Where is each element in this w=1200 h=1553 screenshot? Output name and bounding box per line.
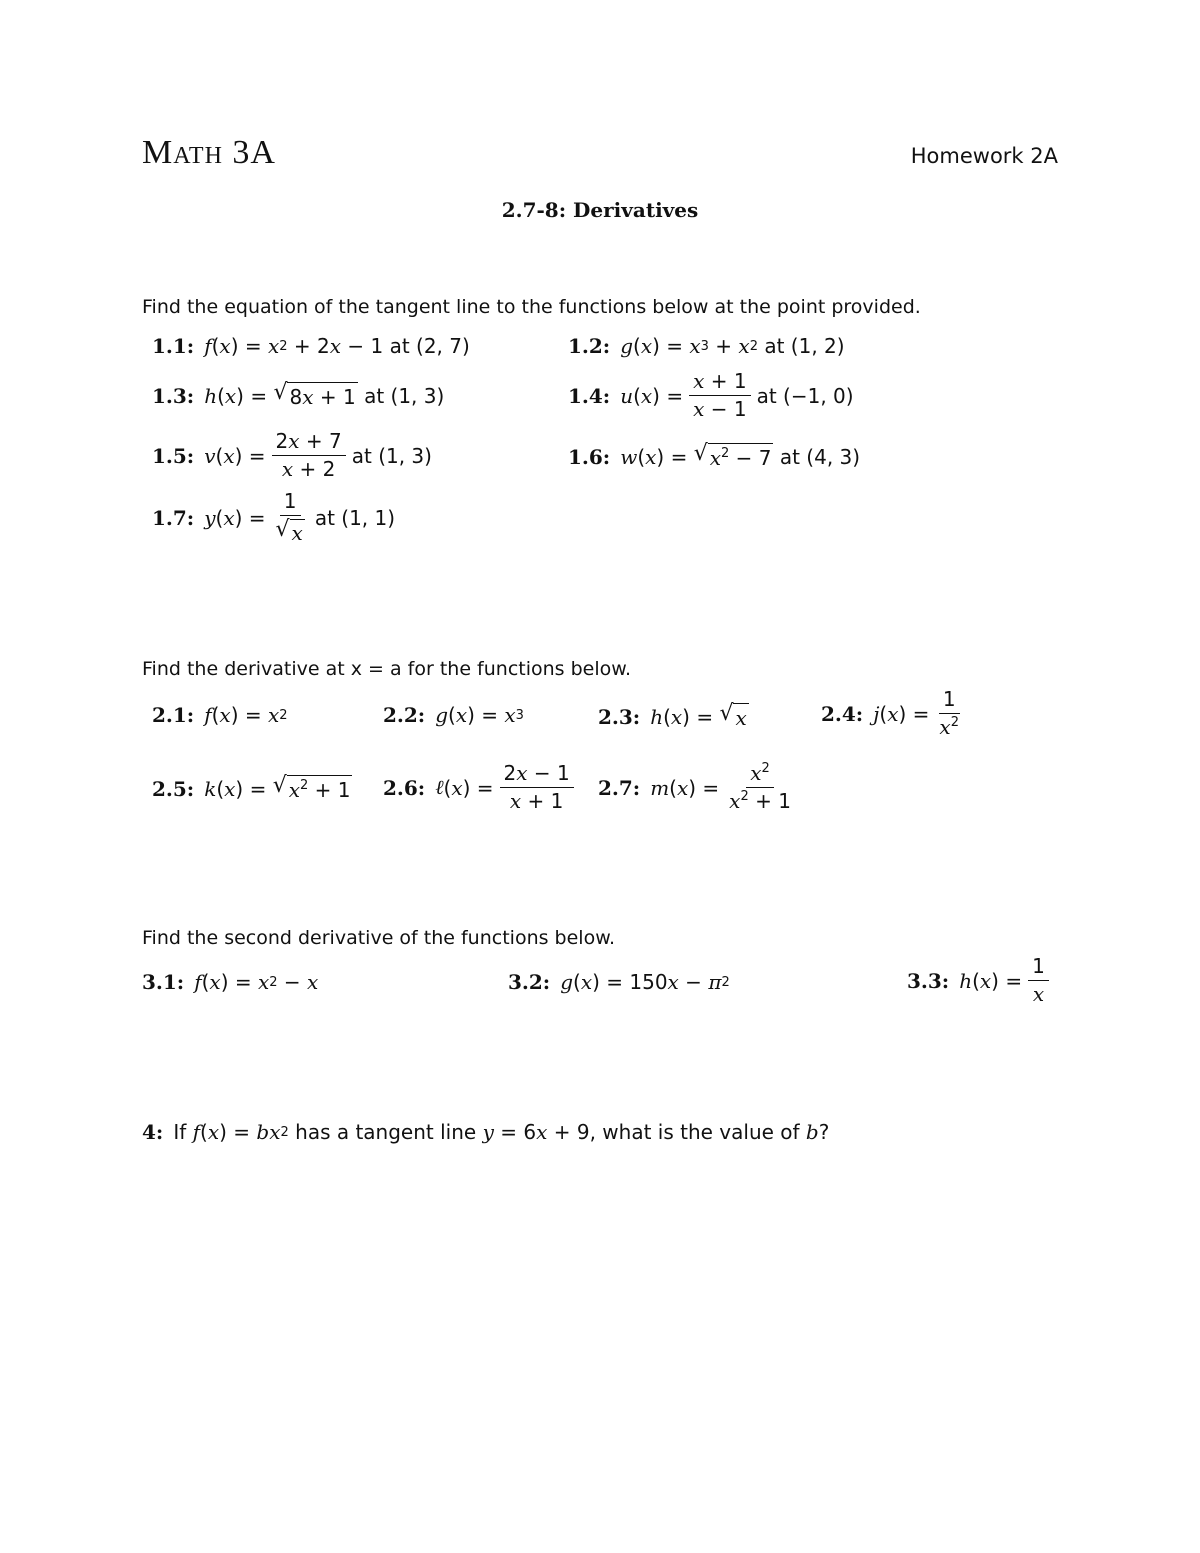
problem-2-5: 2.5: k ( x ) = √ $x^2 + 1$ [152, 773, 351, 802]
problem-3-1: 3.1: f ( x ) = x 2 − x [142, 970, 319, 994]
problem-3-3: 3.3: h ( x ) = $\frac{1}{x}$ [907, 955, 1055, 1006]
problem-1-6: 1.6: w ( x ) = √ $x^2 - 7$ at (4, 3) [568, 441, 861, 470]
problem-1-4: 1.4: u ( x ) = $\frac{x + 1}{x - 1}$ at (−1, 0) [568, 369, 854, 421]
problem-2-4: 2.4: j ( x ) = $\frac{1}{x^2}$ [821, 687, 959, 739]
problem-3-2: 3.2: g ( x ) = 150 x − π 2 [508, 970, 730, 994]
homework-label: Homework 2A [910, 144, 1058, 168]
section-title: 2.7-8: Derivatives [501, 198, 699, 222]
problem-1-5: 1.5: v ( x ) = $\frac{2x + 7}{x + 2}$ at (1, 3) [152, 429, 432, 481]
problem-1-7: 1.7: y ( x ) = 1 √ x at (1, 1) [152, 489, 396, 545]
part2-instruction: Find the derivative at x = a for the functions below. [142, 658, 632, 680]
problem-1-1: 1.1: f ( x ) = x 2 + 2 x − 1 at (2, 7) [152, 334, 470, 358]
problem-4: 4: If f ( x ) = bx 2 has a tangent line y = 6 x + 9 , what is the value of b ? [142, 1120, 830, 1144]
problem-1-2: 1.2: g ( x ) = x 3 + x 2 at (1, 2) [568, 334, 845, 358]
problem-2-7: 2.7: m ( x ) = $\frac{x^2}{x^2 + 1}$ [598, 761, 791, 813]
problem-1-3: 1.3: h ( x ) = √ 8x + 1 at (1, 3) [152, 380, 445, 409]
part3-instruction: Find the second derivative of the functions below. [142, 927, 616, 949]
problem-2-6: 2.6: ℓ ( x ) = $\frac{2x - 1}{x + 1}$ [383, 762, 580, 813]
problem-2-2: 2.2: g ( x ) = x 3 [383, 703, 524, 727]
problem-2-3: 2.3: h ( x ) = √ x [598, 701, 747, 730]
problem-2-1: 2.1: f ( x ) = x 2 [152, 703, 288, 727]
part1-instruction: Find the equation of the tangent line to the functions below at the point provided. [142, 296, 921, 318]
course-title: Math 3A [142, 134, 276, 171]
